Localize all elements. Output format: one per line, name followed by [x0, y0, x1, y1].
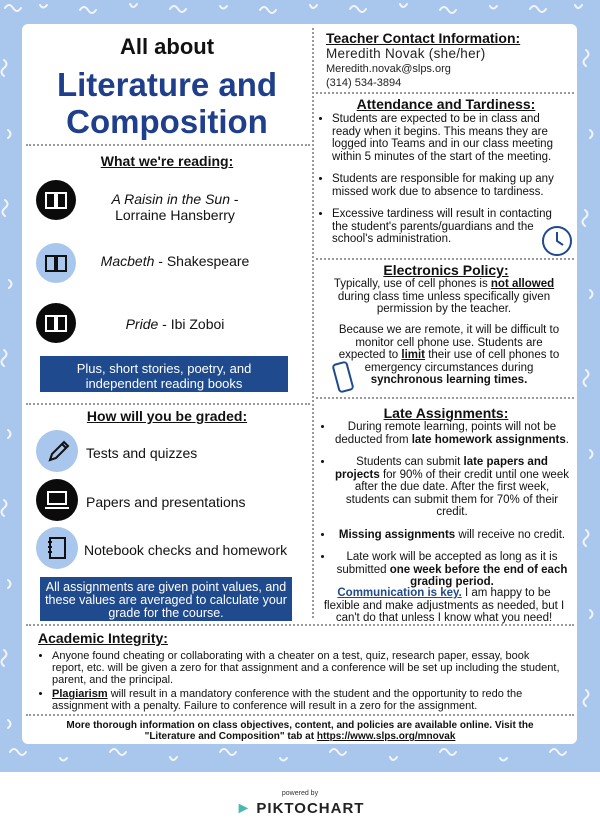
attendance-item: • Students are expected to be in class and ready when it begins. This means they are logged into Teams and in our class meeting within 5 minutes of the start of the meeting.	[332, 113, 556, 163]
contact-heading: Teacher Contact Information:	[326, 30, 521, 46]
emphasis: synchronous learning times.	[370, 374, 528, 386]
title-line2: Literature and Composition	[56, 66, 278, 140]
communication-link[interactable]: Communication is key.	[337, 587, 462, 599]
brand-mark-icon: ►	[235, 800, 253, 817]
book-title: A Raisin in the Sun	[111, 191, 230, 207]
book-icon	[36, 303, 76, 343]
piktochart-logo[interactable]	[0, 800, 600, 818]
text: I am happy to be flexible and make adjustments as needed, but I can't do that unless I know what you need!	[323, 587, 565, 624]
divider	[26, 714, 574, 716]
attendance-item: • Excessive tardiness will result in contacting the student's parents/guardians and the school's administration.	[332, 208, 556, 246]
divider	[316, 258, 574, 260]
book-3	[85, 316, 265, 332]
title-line1: All about	[119, 34, 215, 59]
book-author: - Lorraine Hansberry	[115, 191, 239, 223]
text: During remote learning, points will not be deducted from	[335, 421, 557, 446]
communication-note	[318, 587, 570, 625]
text: Students can submit	[356, 456, 464, 468]
graded-item: Notebook checks and homework	[84, 542, 288, 558]
divider	[316, 92, 574, 94]
laptop-icon	[36, 479, 78, 521]
text: Typically, use of cell phones is	[333, 278, 491, 290]
book-title: Pride	[125, 316, 159, 332]
integrity-list	[38, 648, 560, 714]
graded-item: Tests and quizzes	[86, 445, 198, 461]
book-1	[85, 191, 265, 223]
divider	[26, 144, 310, 146]
emphasis: late homework assignments	[411, 433, 566, 446]
text: during class time unless specifically given permission by the teacher.	[337, 290, 551, 315]
integrity-heading: Academic Integrity:	[38, 630, 168, 646]
electronics-p1	[326, 278, 562, 316]
attendance-item: • Students are responsible for making up any missed work due to absence to tardiness.	[332, 173, 556, 198]
book-2	[85, 253, 265, 269]
clock-icon	[540, 224, 574, 263]
text: for 90% of their credit until one week after the due date. After the first week, students can submit them for 70% of their credit.	[345, 468, 569, 518]
column-divider	[312, 28, 314, 618]
pencil-icon	[36, 430, 78, 472]
electronics-p2	[336, 324, 562, 387]
graded-item: Papers and presentations	[86, 494, 246, 510]
reading-extras-box: Plus, short stories, poetry, and independent reading books	[40, 356, 288, 392]
reading-heading: What we're reading:	[100, 153, 234, 169]
electronics-heading: Electronics Policy:	[383, 262, 509, 278]
brand-name: PIKTOCHART	[256, 800, 365, 817]
integrity-item	[52, 688, 560, 712]
text: More thorough information on class objectives, content, and policies are available online. Visit the "Literature and Composition" tab at	[66, 720, 534, 742]
late-item	[334, 551, 570, 589]
teacher-email: Meredith.novak@slps.org	[326, 63, 451, 75]
teacher-phone: (314) 534-3894	[326, 77, 402, 89]
emphasis: late papers and projects	[335, 456, 548, 481]
book-icon	[36, 180, 76, 220]
late-list	[318, 421, 570, 599]
teacher-name: Meredith Novak (she/her)	[326, 46, 486, 61]
late-heading: Late Assignments:	[383, 405, 509, 421]
divider	[26, 403, 310, 405]
emphasis: Missing assignments	[338, 528, 456, 541]
late-item	[334, 529, 570, 542]
text: their use of cell phones to emergency circumstances during	[364, 349, 560, 374]
book-title: Macbeth	[100, 253, 155, 269]
text: will result in a mandatory conference with the student and the opportunity to redo the assignment with a penalty. Failure to conference will result in a zero for the assignment.	[52, 688, 523, 712]
phone-icon	[328, 360, 358, 401]
graded-heading: How will you be graded:	[86, 408, 248, 424]
attendance-list	[316, 113, 556, 256]
book-icon	[36, 243, 76, 283]
attendance-heading: Attendance and Tardiness:	[356, 96, 536, 112]
integrity-item: • Anyone found cheating or collaborating with a cheater on a test, quiz, research paper, essay, book report, etc. will be given a zero for that assignment and a conference will be set up including the student, parent, and the principal.	[52, 650, 560, 686]
book-author: - Ibi Zoboi	[158, 316, 225, 332]
emphasis: limit	[401, 349, 426, 361]
emphasis: one week before the end of each grading period.	[389, 563, 568, 588]
text: Late work will be accepted as long as it is submitted	[336, 551, 558, 576]
emphasis: not allowed	[490, 278, 555, 290]
emphasis: Plagiarism	[52, 688, 108, 700]
notebook-icon	[36, 527, 78, 569]
grading-note-box: All assignments are given point values, and these values are averaged to calculate your grade for the course.	[40, 577, 292, 621]
late-item	[334, 421, 570, 446]
text: will receive no credit.	[455, 528, 566, 541]
text: .	[565, 433, 569, 446]
book-author: - Shakespeare	[154, 253, 250, 269]
powered-by: powered by	[281, 790, 319, 797]
late-item	[334, 456, 570, 519]
website-link[interactable]: https://www.slps.org/mnovak	[316, 731, 456, 742]
footer-note	[60, 720, 540, 742]
text: Because we are remote, it will be difficult to monitor cell phone use. Students are expected to	[338, 324, 560, 361]
